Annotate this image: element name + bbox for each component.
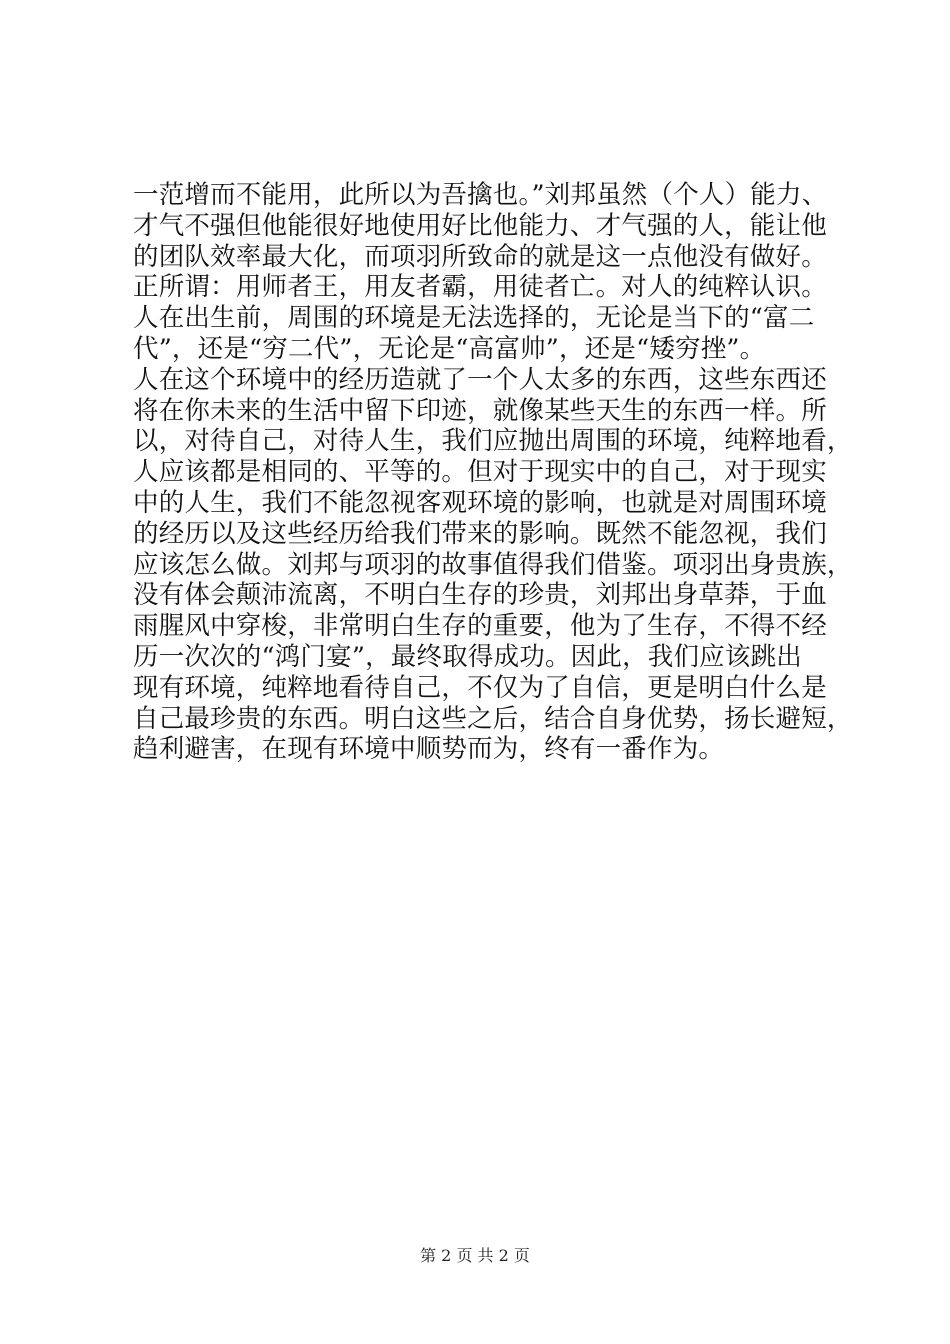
text-line: 应该怎么做。刘邦与项羽的故事值得我们借鉴。项羽出身贵族， <box>133 549 853 580</box>
text-line: 趋利避害，在现有环境中顺势而为，终有一番作为。 <box>133 734 725 765</box>
text-line: 没有体会颠沛流离，不明白生存的珍贵，刘邦出身草莽，于血 <box>133 580 827 611</box>
text-line: 中的人生，我们不能忽视客观环境的影响，也就是对周围环境 <box>133 487 827 518</box>
body-text <box>133 180 853 765</box>
text-line: 以，对待自己，对待人生，我们应抛出周围的环境，纯粹地看， <box>133 426 853 457</box>
text-line: 一范增而不能用，此所以为吾擒也。”刘邦虽然（个人）能力、 <box>133 180 828 210</box>
text-line: 的经历以及这些经历给我们带来的影响。既然不能忽视，我们 <box>133 518 827 549</box>
text-line: 雨腥风中穿梭，非常明白生存的重要，他为了生存，不得不经 <box>133 611 827 642</box>
text-line: 将在你未来的生活中留下印迹，就像某些天生的东西一样。所 <box>133 395 827 426</box>
text-line: 代”，还是“穷二代”，无论是“高富帅”，还是“矮穷挫”。 <box>133 333 766 364</box>
text-line: 自己最珍贵的东西。明白这些之后，结合自身优势，扬长避短， <box>133 703 853 734</box>
text-line: 人在出生前，周围的环境是无法选择的，无论是当下的“富二 <box>133 303 815 334</box>
text-line: 历一次次的“鸿门宴”，最终取得成功。因此，我们应该跳出 <box>133 641 802 672</box>
text-line: 正所谓：用师者王，用友者霸，用徒者亡。对人的纯粹认识。 <box>133 272 827 303</box>
text-line: 现有环境，纯粹地看待自己，不仅为了自信，更是明白什么是 <box>133 672 827 703</box>
page-number-footer: 第 2 页 共 2 页 <box>420 1246 530 1265</box>
text-line: 人在这个环境中的经历造就了一个人太多的东西，这些东西还 <box>133 364 827 395</box>
text-line: 的团队效率最大化，而项羽所致命的就是这一点他没有做好。 <box>133 241 827 272</box>
text-line: 人应该都是相同的、平等的。但对于现实中的自己，对于现实 <box>133 457 827 488</box>
text-line: 才气不强但他能很好地使用好比他能力、才气强的人，能让他 <box>133 210 827 241</box>
